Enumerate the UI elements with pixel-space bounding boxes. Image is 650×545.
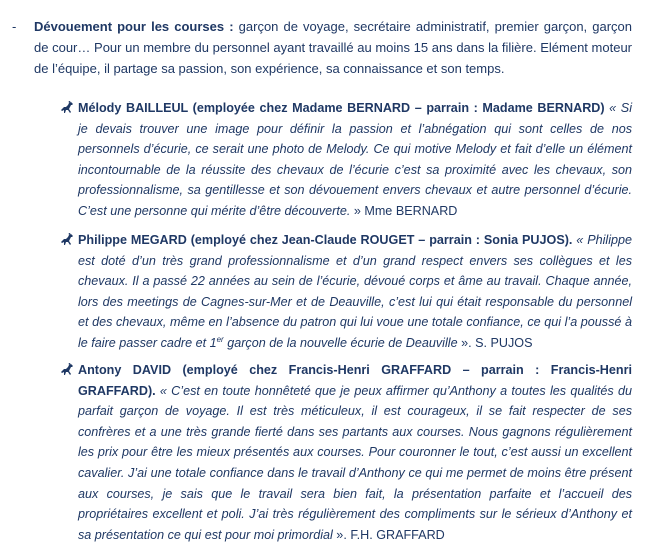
entry-signature: ». F.H. GRAFFARD (332, 527, 445, 542)
horse-racing-icon (60, 363, 74, 376)
entry-paragraph (60, 230, 632, 354)
entry-melody-bailleul (60, 98, 632, 222)
entry-antony-david (60, 360, 632, 545)
entry-name: Antony DAVID (employé chez Francis-Henri GRAFFARD – parrain : Francis-Henri GRAFFARD). (78, 363, 632, 398)
entry-quote: « Philippe est doté d’un très grand professionnalisme et d’un grand respect envers ses collègues et les chevaux. Il a passé 22 années au sein de l’écurie, dévoué corps et âme au travail. Chaque année, lors des meetings de Cagnes-sur-Mer et de Deauville, c’est lui qui était responsable du personnel et des chevaux, même en l’absence du patron qui lui voue une totale confiance, ce qui l’a poussé à le faire passer cadre et 1 (78, 233, 633, 350)
intro-body: garçon de voyage, secrétaire administratif, premier garçon, garçon de cour… Pour un membre du personnel ayant travaillé au moins 15 ans dans la filière. Elément moteur de l’équipe, il partage sa passion, son expérience, sa connaissance et son temps. (34, 19, 633, 76)
intro-heading: Dévouement pour les courses (34, 19, 225, 34)
intro-paragraph (12, 16, 632, 79)
entry-signature: » Mme BERNARD (350, 203, 458, 218)
entry-philippe-megard (60, 230, 632, 354)
intro-colon: : (224, 19, 239, 34)
horse-racing-icon (60, 101, 74, 114)
entry-quote: « C’est en toute honnêteté que je peux affirmer qu’Anthony a toutes les qualités du parfait garçon de voyage. Il est très méticuleux, il est courageux, il se fait respecter de ses confrères et a une très grande fierté dans ses partants aux courses. Nous gagnons régulièrement les prix pour être les mieux présentés aux courses. Pour couronner le tout, c’est aussi un excellent cavalier. J’ai une totale confiance dans le travail d’Anthony ce qui me permet de moins être présent aux courses, je sais que le travail sera bien fait, la présentation parfaite et l’accueil des propriétaires excellent et poli. J’ai très régulièrement des compliments sur le sérieux d’Anthony et sa présentation ce qui est pour moi primordial (78, 383, 632, 542)
entry-paragraph (60, 360, 632, 545)
list-dash: - (12, 19, 17, 34)
entry-quote: « Si je devais trouver une image pour définir la passion et l’abnégation qui sont celles de nos personnels d’écurie, ce serait une photo de Melody. Ce qui motive Melody et fait d’elle un élément incontournable de la réussite des chevaux de l’écurie c’est sa proximité avec les chevaux, son professionnalisme, sa gentillesse et son dévouement envers chevaux et autre personnel d’écurie. C’est une personne qui mérite d’être découverte. (78, 101, 632, 218)
entry-superscript: er (216, 334, 224, 344)
intro-text-block (34, 16, 632, 79)
horse-racing-icon (60, 233, 74, 246)
entry-paragraph (60, 98, 632, 222)
entry-signature: ». S. PUJOS (457, 335, 533, 350)
entry-name: Mélody BAILLEUL (employée chez Madame BERNARD – parrain : Madame BERNARD) (78, 101, 605, 115)
entry-name: Philippe MEGARD (employé chez Jean-Claude ROUGET – parrain : Sonia PUJOS). (78, 233, 573, 247)
entry-quote-end: garçon de la nouvelle écurie de Deauville (223, 335, 458, 350)
